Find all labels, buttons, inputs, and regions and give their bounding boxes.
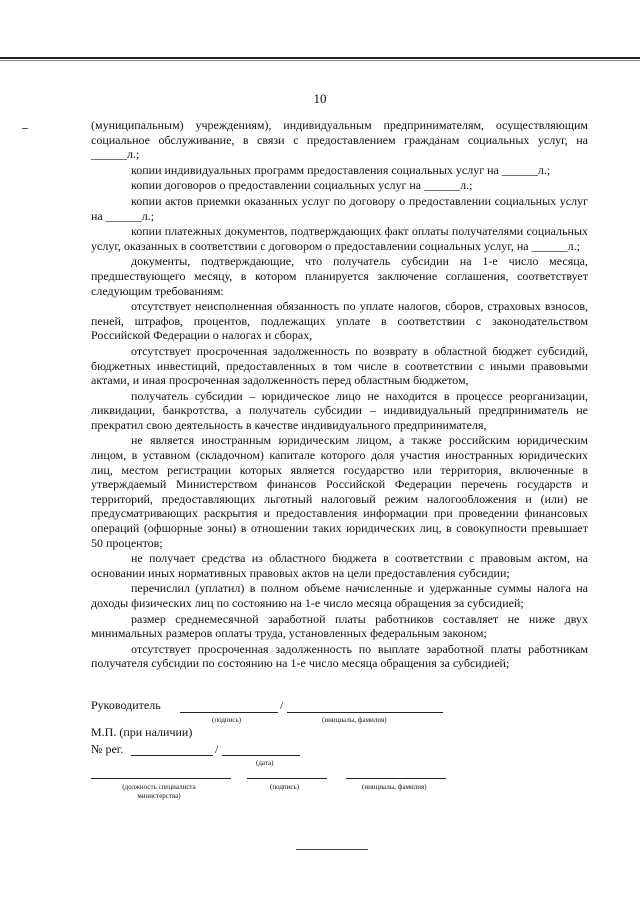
signature-line-2[interactable] — [247, 778, 327, 779]
signature-line[interactable] — [180, 712, 278, 713]
paragraph: размер среднемесячной заработной платы работников составляет не ниже двух минимальных размеров оплаты труда, установленных федеральным законом; — [91, 611, 588, 641]
initials-line-2[interactable] — [346, 778, 446, 779]
document-body — [91, 118, 588, 671]
head-label: Руководитель — [91, 698, 161, 712]
caption-signature-2: (подпись) — [270, 783, 300, 791]
slash: / — [280, 698, 284, 712]
margin-mark — [22, 128, 28, 129]
paragraph: копии актов приемки оказанных услуг по договору о предоставлении социальных услуг на ______л.; — [91, 193, 588, 223]
caption-initials-2: (инициалы, фамилия) — [362, 783, 427, 791]
paragraph: получатель субсидии – юридическое лицо не находится в процессе реорганизации, ликвидации, банкротства, а получатель субсидии – индивидуальный предприниматель не прекратил свою деятельность в качестве индивидуального предпринимателя, — [91, 388, 588, 432]
initials-line[interactable] — [287, 712, 443, 713]
reg-label: № рег. — [91, 742, 124, 756]
top-rule — [0, 57, 640, 59]
stamp-label: М.П. (при наличии) — [91, 725, 193, 739]
caption-date: (дата) — [256, 759, 274, 767]
reg-slash: / — [215, 742, 219, 756]
caption-position: (должность специалиста министерства) — [122, 783, 196, 800]
reg-date-line[interactable] — [222, 755, 300, 756]
paragraph: отсутствует просроченная задолженность по возврату в областной бюджет субсидий, бюджетных инвестиций, предоставленных в том числе в соответствии с иными правовыми актами, и иная просроченная задолженность перед областным бюджетом, — [91, 343, 588, 388]
position-line[interactable] — [91, 778, 231, 779]
paragraph: отсутствует просроченная задолженность по выплате заработной платы работникам получателя субсидии по состоянию на 1-е число месяца обращения за субсидией; — [91, 641, 588, 671]
paragraph: копии индивидуальных программ предоставления социальных услуг на ______л.; — [131, 162, 551, 177]
paragraph: не получает средства из областного бюджета в соответствии с правовым актом, на основании иных нормативных правовых актов на цели предоставления субсидии; — [91, 551, 588, 580]
reg-number-line[interactable] — [131, 755, 213, 756]
paragraph: документы, подтверждающие, что получатель субсидии на 1-е число месяца, предшествующего месяцу, в котором планируется заключение соглашения, соответствует следующим требованиям: — [91, 254, 588, 298]
paragraph: перечислил (уплатил) в полном объеме начисленные и удержанные суммы налога на доходы физических лиц по состоянию на 1-е число месяца обращения за субсидией; — [91, 581, 588, 610]
footer-rule — [296, 849, 368, 850]
caption-initials: (инициалы, фамилия) — [322, 716, 387, 724]
paragraph: копии платежных документов, подтверждающих факт оплаты получателями социальных услуг, оказанных в соответствии с договором о предоставлении социальных услуг, на ______л.; — [91, 224, 588, 253]
paragraph: не является иностранным юридическим лицом, а также российским юридическим лицом, в уставном (складочном) капитале которого доля участия иностранных юридических лиц, местом регистрации которых является государство или территория, включенные в утверждаемый Министерством финансов Российской Федерации перечень государств и территорий, предоставляющих льготный налоговый режим налогообложения и (или) не предусматривающих раскрытия и предоставления информации при проведении финансовых операций (офшорные зоны) в отношении таких юридических лиц, в совокупности превышает 50 процентов; — [91, 433, 588, 550]
paragraph: отсутствует неисполненная обязанность по уплате налогов, сборов, страховых взносов, пеней, штрафов, процентов, подлежащих уплате в соответствии с законодательством Российской Федерации о налогах и сборах, — [91, 299, 588, 343]
top-rule-shadow — [0, 60, 640, 61]
paragraph: (муниципальным) учреждениям), индивидуальным предпринимателям, осуществляющим социальное обслуживание, в связи с предоставлением гражданам социальных услуг, на ______л.; — [91, 118, 588, 162]
paragraph: копии договоров о предоставлении социальных услуг на ______л.; — [131, 178, 473, 193]
caption-signature: (подпись) — [212, 716, 242, 724]
page-number: 10 — [313, 91, 327, 106]
